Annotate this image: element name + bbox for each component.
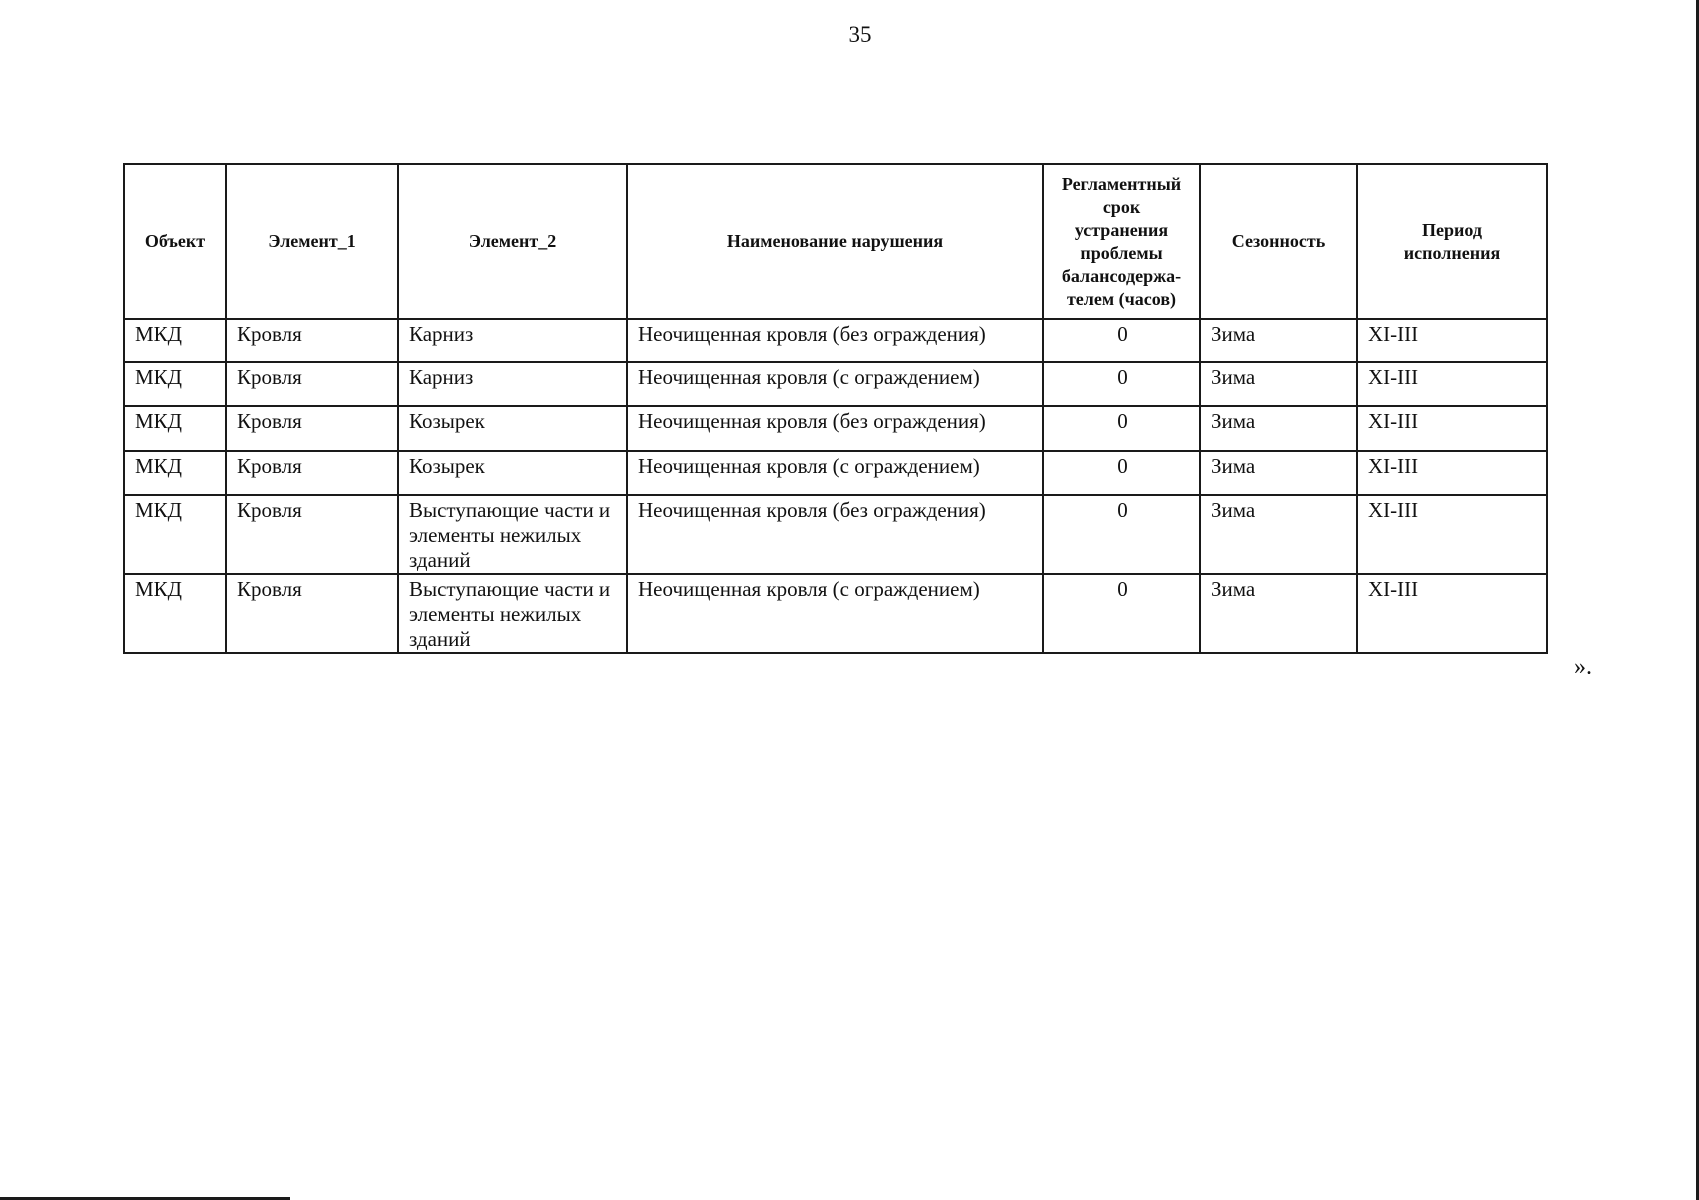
table-row [124, 319, 1547, 362]
cell-period: XI-III [1357, 362, 1547, 406]
page-number: 35 [848, 22, 872, 47]
cell-element-2: Выступающие части и элементы нежилых зданий [398, 574, 627, 653]
cell-violation-name: Неочищенная кровля (без ограждения) [627, 406, 1043, 451]
cell-season: Зима [1200, 406, 1357, 451]
violations-table [123, 163, 1548, 654]
cell-element-2: Выступающие части и элементы нежилых зданий [398, 495, 627, 574]
header-object: Объект [124, 164, 226, 319]
cell-element-1: Кровля [226, 406, 398, 451]
cell-deadline-hours: 0 [1043, 574, 1200, 653]
cell-period: XI-III [1357, 574, 1547, 653]
cell-season: Зима [1200, 319, 1357, 362]
table-row [124, 362, 1547, 406]
cell-violation-name: Неочищенная кровля (без ограждения) [627, 495, 1043, 574]
header-period: Период исполнения [1357, 164, 1547, 319]
header-season: Сезонность [1200, 164, 1357, 319]
cell-season: Зима [1200, 451, 1357, 495]
cell-element-1: Кровля [226, 574, 398, 653]
header-element-1: Элемент_1 [226, 164, 398, 319]
table-row [124, 495, 1547, 574]
cell-period: XI-III [1357, 406, 1547, 451]
cell-deadline-hours: 0 [1043, 362, 1200, 406]
header-deadline-hours: Регламентный срок устранения проблемы балансодержа-телем (часов) [1043, 164, 1200, 319]
cell-element-1: Кровля [226, 451, 398, 495]
cell-period: XI-III [1357, 495, 1547, 574]
cell-period: XI-III [1357, 319, 1547, 362]
cell-violation-name: Неочищенная кровля (с ограждением) [627, 451, 1043, 495]
cell-deadline-hours: 0 [1043, 451, 1200, 495]
cell-period: XI-III [1357, 451, 1547, 495]
cell-object: МКД [124, 406, 226, 451]
cell-element-1: Кровля [226, 495, 398, 574]
cell-element-2: Карниз [398, 362, 627, 406]
table-row [124, 451, 1547, 495]
cell-element-1: Кровля [226, 362, 398, 406]
cell-deadline-hours: 0 [1043, 406, 1200, 451]
cell-element-2: Козырек [398, 406, 627, 451]
cell-deadline-hours: 0 [1043, 495, 1200, 574]
cell-violation-name: Неочищенная кровля (с ограждением) [627, 362, 1043, 406]
header-element-2: Элемент_2 [398, 164, 627, 319]
cell-element-1: Кровля [226, 319, 398, 362]
cell-element-2: Карниз [398, 319, 627, 362]
cell-object: МКД [124, 319, 226, 362]
cell-season: Зима [1200, 574, 1357, 653]
header-violation-name: Наименование нарушения [627, 164, 1043, 319]
cell-object: МКД [124, 574, 226, 653]
cell-season: Зима [1200, 495, 1357, 574]
cell-object: МКД [124, 451, 226, 495]
cell-object: МКД [124, 362, 226, 406]
cell-violation-name: Неочищенная кровля (без ограждения) [627, 319, 1043, 362]
cell-element-2: Козырек [398, 451, 627, 495]
cell-season: Зима [1200, 362, 1357, 406]
table-header-row [124, 164, 1547, 319]
cell-deadline-hours: 0 [1043, 319, 1200, 362]
cell-violation-name: Неочищенная кровля (с ограждением) [627, 574, 1043, 653]
closing-quote-mark: ». [1574, 654, 1592, 680]
cell-object: МКД [124, 495, 226, 574]
table-row [124, 406, 1547, 451]
table-row [124, 574, 1547, 653]
